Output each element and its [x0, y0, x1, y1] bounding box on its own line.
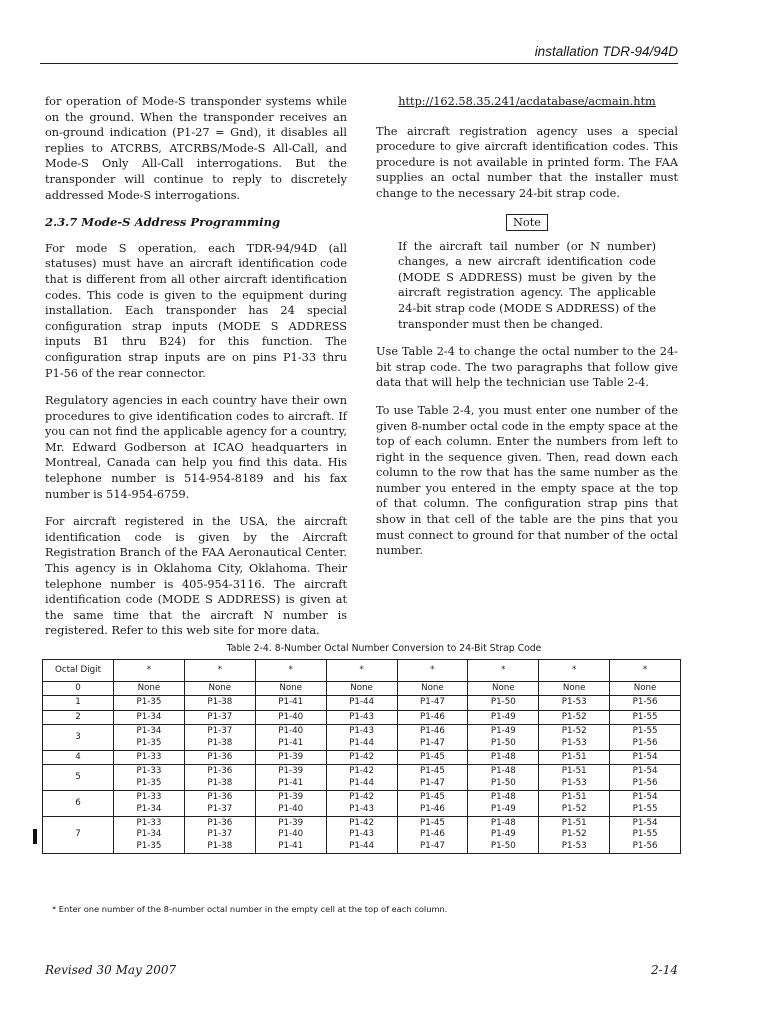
paragraph: Regulatory agencies in each country have their own procedures to give identification codes to aircraft. If you can not find the applicable agency for a country, Mr. Edward Godberson at ICAO headquarters in Montreal, Canada can help you find this data. His telephone number is 514-954-8189 and his fax number is 514-954-6759. [45, 394, 347, 501]
pin-cell: P1-37 [184, 710, 255, 724]
pin-cell: None [326, 682, 397, 696]
table-header-row [43, 660, 681, 682]
pin-cell: None [397, 682, 468, 696]
paragraph: For aircraft registered in the USA, the aircraft identification code is given by the Aircraft Registration Branch of the FAA Aeronautical Center. This agency is in Oklahoma City, Oklahoma. Their telephone number is 405-954-3116. The aircraft identification code (MODE S ADDRESS) is given at the same time that the aircraft N number is registered. Refer to this web site for more data. [45, 515, 347, 638]
pin-cell: P1-55 [610, 710, 681, 724]
pin-cell: None [468, 682, 539, 696]
pin-cell: P1-42 P1-43 [326, 791, 397, 817]
pin-cell: P1-44 [326, 696, 397, 710]
pin-cell: None [114, 682, 185, 696]
pin-cell: P1-45 [397, 751, 468, 765]
pin-cell: P1-41 [255, 696, 326, 710]
pin-cell: P1-33 P1-35 [114, 765, 185, 791]
octal-digit-cell: 6 [43, 791, 114, 817]
pin-cell: P1-34 [114, 710, 185, 724]
pin-cell: P1-39 P1-41 [255, 765, 326, 791]
pin-cell: P1-54 P1-55 P1-56 [610, 817, 681, 854]
pin-cell: P1-36 P1-37 P1-38 [184, 817, 255, 854]
table-row [43, 751, 681, 765]
running-header: installation TDR-94/94D [534, 44, 678, 59]
table-row [43, 791, 681, 817]
octal-digit-cell: 7 [43, 817, 114, 854]
right-column [376, 94, 678, 571]
pin-cell: P1-33 [114, 751, 185, 765]
table-footnote: * Enter one number of the 8-number octal number in the empty cell at the top of each column. [52, 904, 448, 914]
pin-cell: P1-42 [326, 751, 397, 765]
octal-digit-cell: 2 [43, 710, 114, 724]
pin-cell: P1-48 P1-50 [468, 765, 539, 791]
table-row [43, 817, 681, 854]
pin-cell: P1-34 P1-35 [114, 725, 185, 751]
pin-cell: P1-46 [397, 710, 468, 724]
pin-cell: P1-51 P1-53 [539, 765, 610, 791]
pin-cell: P1-51 P1-52 [539, 791, 610, 817]
pin-cell: P1-35 [114, 696, 185, 710]
pin-cell: P1-45 P1-47 [397, 765, 468, 791]
octal-digit-cell: 4 [43, 751, 114, 765]
pin-cell: P1-49 [468, 710, 539, 724]
revision-date: Revised 30 May 2007 [45, 963, 177, 977]
paragraph: To use Table 2-4, you must enter one number of the given 8-number octal code in the empty space at the top of each column. Enter the numbers from left to right in the sequence given. Then, read down each column to the row that has the same number as the number you entered in the empty space at the top of that column. The configuration strap pins that show in that cell of the table are the pins that you must connect to ground for that number of the octal number. [376, 403, 678, 558]
change-bar [33, 829, 37, 844]
header-rule [40, 63, 678, 64]
note-label: Note [506, 214, 548, 231]
web-link[interactable]: http://162.58.35.241/acdatabase/acmain.htm [398, 95, 656, 108]
table-row [43, 682, 681, 696]
pin-cell: P1-52 P1-53 [539, 725, 610, 751]
entry-column-header: * [114, 660, 185, 682]
left-column [45, 94, 347, 651]
table-row [43, 696, 681, 710]
table-body [43, 682, 681, 854]
pin-cell: P1-48 P1-49 [468, 791, 539, 817]
pin-cell: P1-46 P1-47 [397, 725, 468, 751]
octal-digit-cell: 0 [43, 682, 114, 696]
pin-cell: P1-36 P1-37 [184, 791, 255, 817]
page-number: 2-14 [651, 963, 678, 977]
pin-cell: None [610, 682, 681, 696]
pin-cell: P1-40 P1-41 [255, 725, 326, 751]
pin-cell: P1-43 P1-44 [326, 725, 397, 751]
paragraph: for operation of Mode-S transponder systems while on the ground. When the transponder receives an on-ground indication (P1-27 = Gnd), it disables all replies to ATCRBS, ATCRBS/Mode-S All-Call, and Mode-S Only All-Call interrogations. But the transponder will continue to reply to discretely addressed Mode-S interrogations. [45, 95, 347, 202]
entry-column-header: * [610, 660, 681, 682]
entry-column-header: * [184, 660, 255, 682]
pin-cell: P1-38 [184, 696, 255, 710]
section-heading: 2.3.7 Mode-S Address Programming [45, 215, 281, 230]
pin-cell: P1-51 P1-52 P1-53 [539, 817, 610, 854]
paragraph: Use Table 2-4 to change the octal number to the 24-bit strap code. The two paragraphs that follow give data that will help the technician use Table 2-4. [376, 345, 678, 390]
pin-cell: P1-54 [610, 751, 681, 765]
note-text: If the aircraft tail number (or N number) changes, a new aircraft identification code (MODE S ADDRESS) must be given by the aircraft registration agency. The applicable 24-bit strap code (MODE S ADDRESS) of the transponder must then be changed. [398, 239, 656, 331]
octal-digit-cell: 1 [43, 696, 114, 710]
octal-digit-cell: 5 [43, 765, 114, 791]
pin-cell: P1-42 P1-43 P1-44 [326, 817, 397, 854]
pin-cell: None [255, 682, 326, 696]
pin-cell: P1-49 P1-50 [468, 725, 539, 751]
pin-cell: None [539, 682, 610, 696]
pin-cell: P1-33 P1-34 [114, 791, 185, 817]
entry-column-header: * [255, 660, 326, 682]
entry-column-header: * [468, 660, 539, 682]
octal-digit-cell: 3 [43, 725, 114, 751]
pin-cell: P1-48 P1-49 P1-50 [468, 817, 539, 854]
octal-digit-header: Octal Digit [43, 660, 114, 682]
pin-cell: P1-55 P1-56 [610, 725, 681, 751]
octal-conversion-table [42, 659, 681, 854]
pin-cell: P1-37 P1-38 [184, 725, 255, 751]
pin-cell: P1-43 [326, 710, 397, 724]
pin-cell: P1-40 [255, 710, 326, 724]
entry-column-header: * [326, 660, 397, 682]
table-caption: Table 2-4. 8-Number Octal Number Conversion to 24-Bit Strap Code [226, 643, 542, 654]
pin-cell: P1-42 P1-44 [326, 765, 397, 791]
table-row [43, 710, 681, 724]
table-row [43, 765, 681, 791]
pin-cell: P1-54 P1-56 [610, 765, 681, 791]
pin-cell: P1-47 [397, 696, 468, 710]
pin-cell: P1-45 P1-46 [397, 791, 468, 817]
pin-cell: P1-56 [610, 696, 681, 710]
table-row [43, 725, 681, 751]
pin-cell: P1-48 [468, 751, 539, 765]
pin-cell: P1-53 [539, 696, 610, 710]
pin-cell: P1-51 [539, 751, 610, 765]
paragraph: The aircraft registration agency uses a special procedure to give aircraft identification codes. This procedure is not available in printed form. The FAA supplies an octal number that the installer must change to the necessary 24-bit strap code. [376, 124, 678, 200]
pin-cell: P1-50 [468, 696, 539, 710]
paragraph: For mode S operation, each TDR-94/94D (all statuses) must have an aircraft identification code that is different from all other aircraft identification codes. This code is given to the equipment during installation. Each transponder has 24 special configuration strap inputs (MODE S ADDRESS inputs B1 thru B24) for this function. The configuration strap inputs are on pins P1-33 thru P1-56 of the rear connector. [45, 241, 347, 380]
pin-cell: P1-54 P1-55 [610, 791, 681, 817]
entry-column-header: * [397, 660, 468, 682]
entry-column-header: * [539, 660, 610, 682]
pin-cell: P1-33 P1-34 P1-35 [114, 817, 185, 854]
pin-cell: P1-52 [539, 710, 610, 724]
pin-cell: P1-36 [184, 751, 255, 765]
pin-cell: None [184, 682, 255, 696]
pin-cell: P1-45 P1-46 P1-47 [397, 817, 468, 854]
pin-cell: P1-39 P1-40 [255, 791, 326, 817]
pin-cell: P1-39 [255, 751, 326, 765]
pin-cell: P1-39 P1-40 P1-41 [255, 817, 326, 854]
pin-cell: P1-36 P1-38 [184, 765, 255, 791]
note-heading [376, 214, 678, 231]
